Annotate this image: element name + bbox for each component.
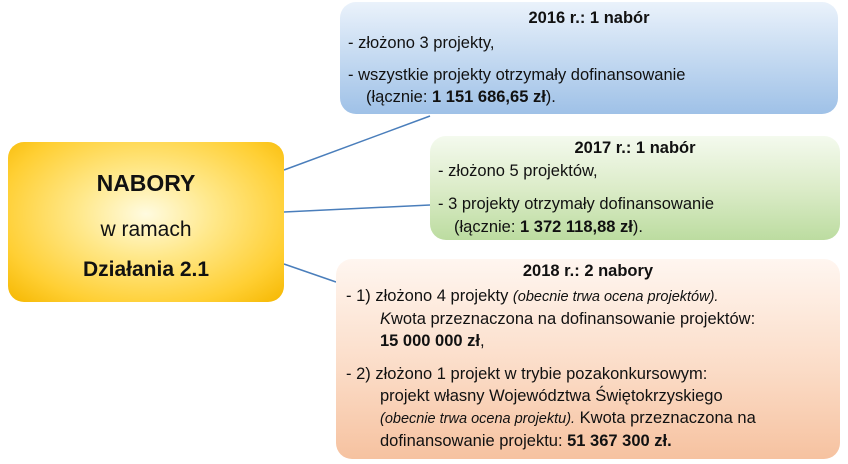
box-2017-item-1: - złożono 5 projektów,: [438, 162, 598, 180]
box-2018-p1-end: ,: [480, 332, 485, 350]
main-box-nabory: [8, 142, 284, 302]
box-2018-header: 2018 r.: 2 nabory: [522, 262, 654, 280]
box-2017-total-label: (łącznie:: [454, 218, 521, 236]
box-2017-item-2: - 3 projekty otrzymały dofinansowanie: [438, 195, 715, 213]
box-2018-p2-amount-prefix: dofinansowanie projektu:: [380, 432, 568, 450]
connector-2017: [284, 205, 430, 212]
connector-2018: [284, 264, 336, 282]
box-2018-p1-line-1: [346, 286, 718, 307]
box-2016-item-2: - wszystkie projekty otrzymały dofinansowanie: [348, 66, 686, 84]
box-2016-total-amount: 1 151 686,65 zł: [432, 88, 546, 106]
box-2016-item-3: [366, 87, 556, 107]
box-2018-p1-k: K: [380, 310, 392, 328]
box-2017: [430, 136, 840, 240]
box-2018-p1-status: (obecnie trwa ocena projektów).: [512, 289, 719, 305]
box-2018-p2-line-4: [380, 431, 672, 451]
box-2018-p2-line-3: [380, 408, 756, 429]
connector-2016: [284, 116, 430, 170]
box-2016-header: 2016 r.: 1 nabór: [528, 9, 650, 27]
main-subtitle: w ramach: [100, 218, 192, 241]
box-2017-header: 2017 r.: 1 nabór: [574, 139, 696, 157]
box-2016-total-label: (łącznie:: [366, 88, 433, 106]
box-2016: [340, 2, 838, 114]
box-2018: [336, 259, 840, 459]
main-title: NABORY: [96, 170, 196, 196]
box-2017-item-3: [454, 217, 643, 237]
box-2018-p2-line-2: projekt własny Województwa Świętokrzyskiego: [380, 387, 723, 405]
box-2016-item-1: - złożono 3 projekty,: [348, 34, 495, 52]
box-2016-total-end: ).: [545, 88, 556, 106]
box-2018-p1-amount-label: wota przeznaczona na dofinansowanie projektów:: [391, 310, 756, 328]
box-2018-p1-text: - 1) złożono 4 projekty: [346, 287, 513, 305]
box-2017-total-end: ).: [632, 218, 643, 236]
box-2018-p2-amount-label: Kwota przeznaczona na: [575, 409, 756, 427]
box-2018-p2-line-1: - 2) złożono 1 projekt w trybie pozakonkursowym:: [346, 365, 708, 383]
box-2018-p2-amount: 51 367 300 zł.: [567, 432, 672, 450]
box-2018-p1-amount: 15 000 000 zł: [380, 332, 480, 350]
box-2017-total-amount: 1 372 118,88 zł: [520, 218, 633, 236]
main-action-name: Działania 2.1: [82, 258, 210, 281]
box-2018-p1-line-2: [380, 309, 755, 329]
box-2018-p1-line-3: [380, 331, 485, 351]
box-2018-p2-status: (obecnie trwa ocena projektu).: [380, 411, 576, 427]
